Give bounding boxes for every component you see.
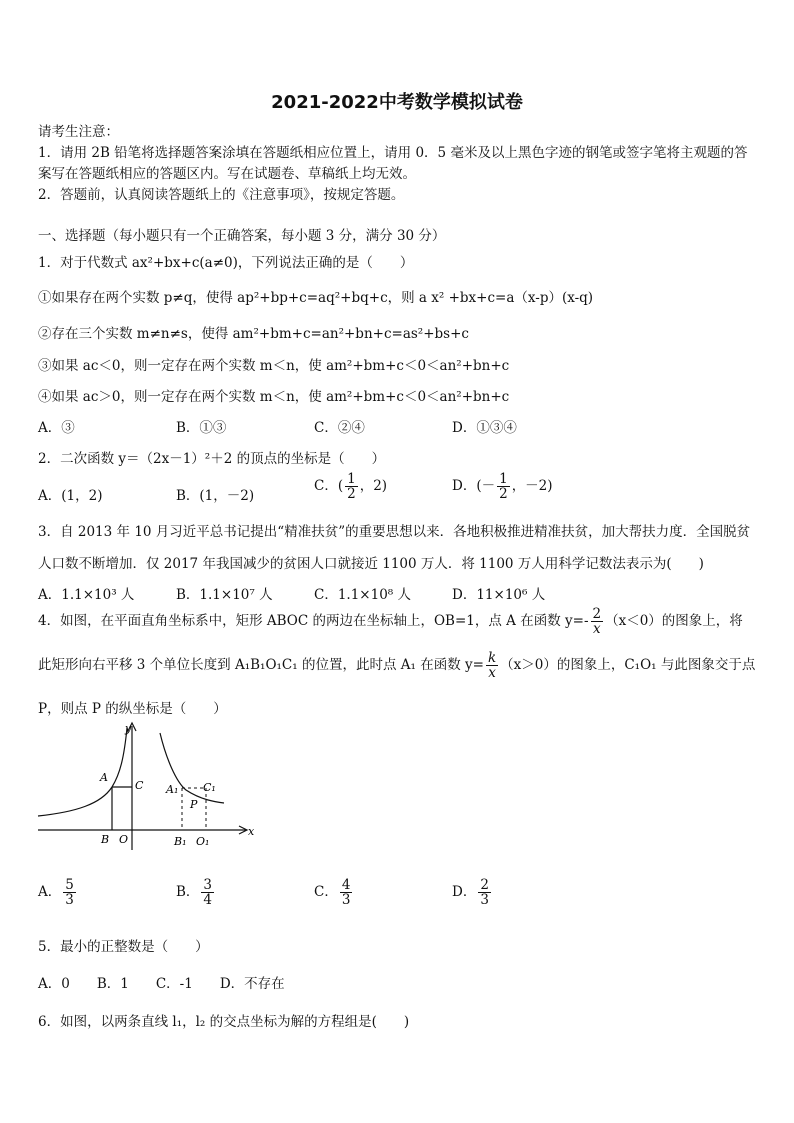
q3-line-2: 人口数不断增加．仅 2017 年我国减少的贫困人口就接近 1100 万人．将 1100 万人用科学记数法表示为( ) [38,556,704,572]
notice-item-1a: 1．请用 2B 铅笔将选择题答案涂填在答题纸相应位置上，请用 0．5 毫米及以上黑色字迹的钢笔或签字笔将主观题的答 [38,145,748,161]
label-O: O [119,833,129,846]
q1-statement-4: ④如果 ac＞0，则一定存在两个实数 m＜n，使 am²+bm+c＜0＜an²+bn+c [38,389,510,405]
q3-option-b: B．1.1×10⁷ 人 [176,587,273,603]
q4-line-3: P，则点 P 的纵坐标是（ ） [38,701,227,717]
q2-option-a: A．(1，2) [38,488,103,504]
q3-option-d: D．11×10⁶ 人 [452,587,546,603]
q1-statement-3: ③如果 ac＜0，则一定存在两个实数 m＜n，使 am²+bm+c＜0＜an²+bn+c [38,358,510,374]
q4-line-2: 此矩形向右平移 3 个单位长度到 A₁B₁O₁C₁ 的位置，此时点 A₁ 在函数 y= $\frac{k}{x}$ （x＞0）的图象上，C₁O₁ 与此图象交于点 [38,650,756,682]
q5-options: A．0 B．1 C．-1 D．不存在 [38,976,285,992]
left-hyperbola-branch [38,728,127,816]
q1-statement-1: ①如果存在两个实数 p≠q，使得 ap²+bp+c=aq²+bq+c，则 a x² +bx+c=a（x-p）(x-q) [38,290,594,306]
label-x: x [248,825,255,838]
notice-heading: 请考生注意： [38,124,119,140]
q5-stem: 5．最小的正整数是（ ） [38,939,209,955]
label-P: P [190,798,198,811]
label-y: y [125,722,132,735]
q1-stem: 1．对于代数式 ax²+bx+c(a≠0)，下列说法正确的是（ ） [38,255,414,271]
notice-item-2: 2．答题前，认真阅读答题纸上的《注意事项》，按规定答题。 [38,187,405,203]
q4-option-c: C． $\frac{4}{3}$ [314,877,351,909]
q3-option-a: A．1.1×10³ 人 [38,587,135,603]
q2-option-d: D．(－ $\frac{1}{2}$ ，－2) [452,471,553,503]
q1-option-b: B．①③ [176,420,227,436]
notice-item-1b: 案写在答题纸相应的答题区内。写在试题卷、草稿纸上均无效。 [38,166,416,182]
q1-option-a: A．③ [38,420,75,436]
q2-option-c: C．( $\frac{1}{2}$ ，2) [314,471,388,503]
q1-statement-2: ②存在三个实数 m≠n≠s，使得 am²+bm+c=an²+bn+c=as²+bs+c [38,326,469,342]
q4-option-b: B． $\frac{3}{4}$ [176,877,213,909]
label-A1: A₁ [166,783,179,796]
q4-option-a: A． $\frac{5}{3}$ [38,877,74,909]
label-B: B [101,833,110,846]
q4-line-1: 4．如图，在平面直角坐标系中，矩形 ABOC 的两边在坐标轴上，OB=1，点 A 在函数 y=- $\frac{2}{x}$ （x＜0）的图象上，将 [38,606,743,638]
q3-option-c: C．1.1×10⁸ 人 [314,587,411,603]
q1-option-d: D．①③④ [452,420,517,436]
label-B1: B₁ [174,835,187,848]
q3-line-1: 3．自 2013 年 10 月习近平总书记提出“精准扶贫”的重要思想以来．各地积极推进精准扶贫，加大帮扶力度．全国脱贫 [38,524,751,540]
q4-figure [36,718,266,856]
label-A: A [100,771,108,784]
label-O1: O₁ [196,835,210,848]
q2-option-b: B．(1，－2) [176,488,255,504]
page-title: 2021-2022中考数学模拟试卷 [271,92,523,113]
q1-option-c: C．②④ [314,420,365,436]
label-C: C [135,779,144,792]
section-heading: 一、选择题（每小题只有一个正确答案，每小题 3 分，满分 30 分） [38,228,446,244]
q6-stem: 6．如图，以两条直线 l₁，l₂ 的交点坐标为解的方程组是( ) [38,1014,410,1030]
q4-option-d: D． $\frac{2}{3}$ [452,877,489,909]
q2-stem: 2．二次函数 y＝（2x－1）²＋2 的顶点的坐标是（ ） [38,451,386,467]
label-C1: C₁ [203,781,216,794]
